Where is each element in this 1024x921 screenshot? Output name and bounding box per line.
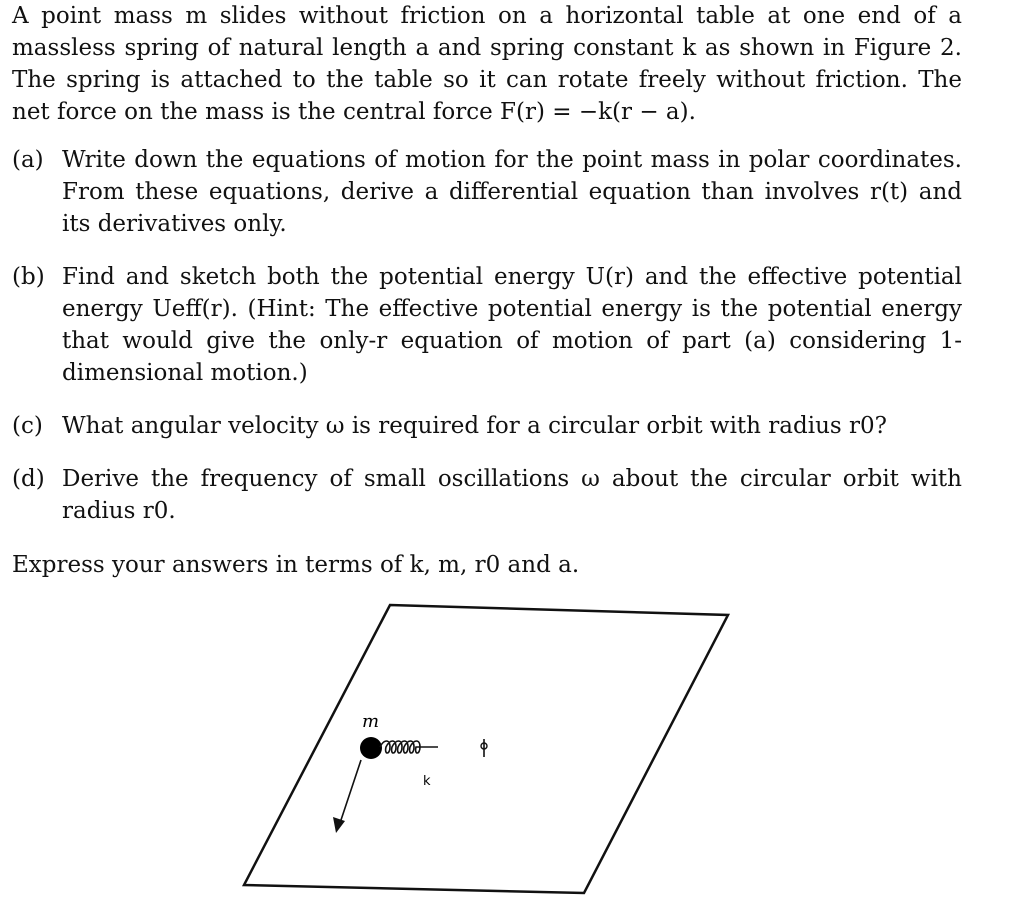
problem-intro: A point mass m slides without friction on a horizontal table at one end of a massless spring of natural length a and spring constant k as shown in Figure 2. The spring is attached to the table so it can rotate freely without friction. The net force on the mass is the central force F(r) = −k(r − a). (12, 3, 962, 125)
part-a (12, 144, 962, 240)
part-d (12, 463, 962, 527)
point-mass (360, 737, 382, 759)
problem-parts (12, 144, 962, 527)
mass-label: m (362, 711, 380, 732)
part-label: (b) (12, 264, 45, 290)
velocity-arrow-head (333, 817, 345, 833)
problem-page (12, 0, 962, 581)
part-text: Find and sketch both the potential energy U(r) and the effective potential energy Ueff(r). (Hint: The effective potential energy is the potential energy that would give the only-r equation of motion of part (a) considering 1-dimensional motion.) (62, 264, 962, 386)
express-instruction: Express your answers in terms of k, m, r0 and a. (12, 552, 580, 578)
part-text: What angular velocity ω is required for a circular orbit with radius r0? (62, 413, 887, 439)
part-b (12, 261, 962, 389)
part-label: (d) (12, 466, 45, 492)
part-text: Derive the frequency of small oscillations ω about the circular orbit with radius r0. (62, 466, 962, 524)
figure-svg (230, 595, 750, 905)
part-c (12, 410, 962, 442)
velocity-arrow-shaft (340, 760, 361, 823)
figure-spring-mass (230, 595, 750, 905)
part-label: (c) (12, 413, 43, 439)
spring-coil (380, 741, 438, 753)
part-label: (a) (12, 147, 44, 173)
spring-label: k (423, 774, 431, 789)
part-text: Write down the equations of motion for the point mass in polar coordinates. From these equations, derive a differential equation than involves r(t) and its derivatives only. (62, 147, 962, 237)
